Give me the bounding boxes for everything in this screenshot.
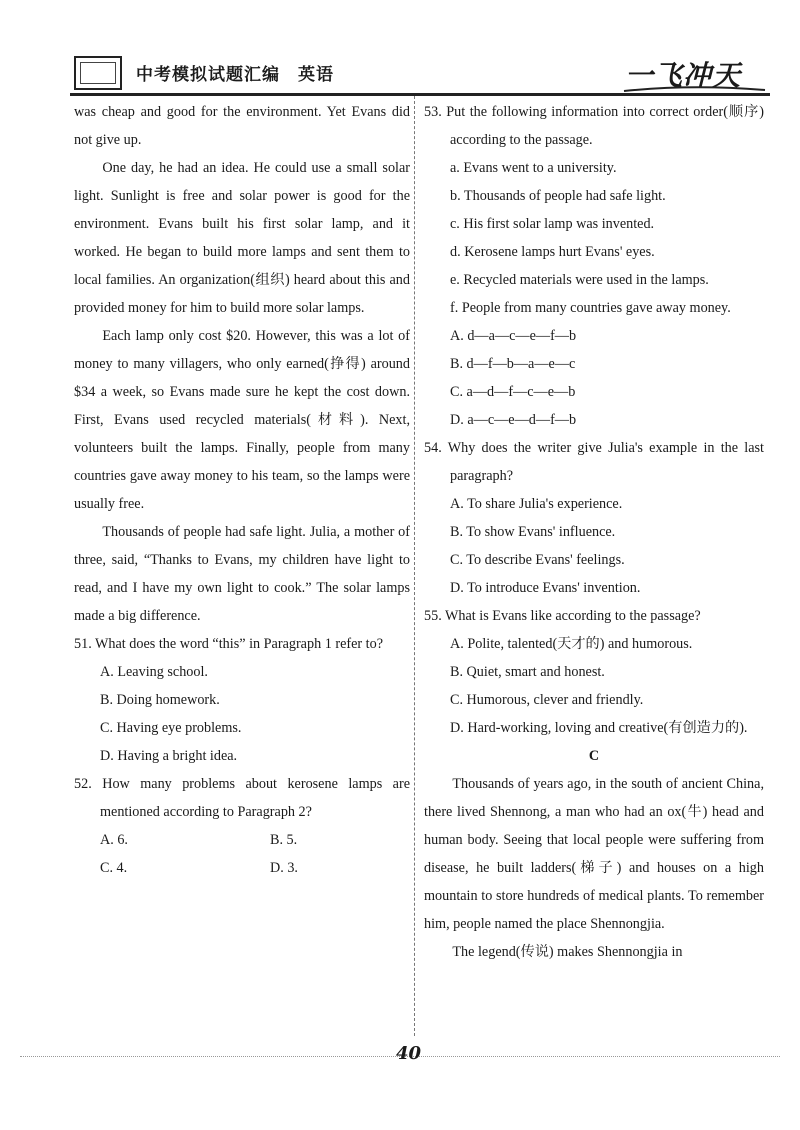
passage-paragraph: was cheap and good for the environment. Yet Evans did not give up. <box>74 104 410 148</box>
option-a[interactable]: A. Polite, talented(天才的) and humorous. <box>450 636 693 652</box>
right-column <box>424 98 764 966</box>
question-stem: 55. What is Evans like according to the passage? <box>424 608 701 624</box>
option-d[interactable]: D. 3. <box>270 860 298 876</box>
header-rule <box>70 93 770 96</box>
order-item: c. His first solar lamp was invented. <box>450 216 655 232</box>
section-heading: C <box>588 748 600 764</box>
option-a[interactable]: A. To share Julia's experience. <box>450 496 623 512</box>
order-item: e. Recycled materials were used in the lamps. <box>450 272 709 288</box>
question-51 <box>74 630 410 770</box>
option-c[interactable]: C. Having eye problems. <box>100 720 242 736</box>
option-a[interactable]: A. d—a—c—e—f—b <box>450 328 577 344</box>
option-b[interactable]: B. To show Evans' influence. <box>450 524 616 540</box>
question-53 <box>424 98 764 434</box>
option-d[interactable]: D. Having a bright idea. <box>100 748 238 764</box>
option-d[interactable]: D. To introduce Evans' invention. <box>450 580 641 596</box>
question-stem: 52. How many problems about kerosene lamps are mentioned according to Paragraph 2? <box>74 776 410 820</box>
order-item: b. Thousands of people had safe light. <box>450 188 666 204</box>
question-54 <box>424 434 764 602</box>
question-52 <box>74 770 410 882</box>
option-c[interactable]: C. Humorous, clever and friendly. <box>450 692 644 708</box>
order-item: f. People from many countries gave away money. <box>450 300 731 316</box>
question-stem: 53. Put the following information into correct order(顺序) according to the passage. <box>424 104 764 148</box>
passage-paragraph: One day, he had an idea. He could use a small solar light. Sunlight is free and solar power is good for the environment. Evans built his first solar lamp, and it worked. He began to build more lamps and sent them to local families. An organization(组织) heard about this and provided money for him to build more solar lamps. <box>74 160 410 316</box>
passage-paragraph: The legend(传说) makes Shennongjia in <box>452 944 683 960</box>
book-title: 中考模拟试题汇编 英语 <box>136 65 334 85</box>
page-number: 40 <box>396 1043 422 1064</box>
option-b[interactable]: B. Doing homework. <box>100 692 220 708</box>
question-stem: 51. What does the word “this” in Paragraph 1 refer to? <box>74 636 384 652</box>
option-c[interactable]: C. To describe Evans' feelings. <box>450 552 625 568</box>
book-logo-icon <box>74 56 122 90</box>
option-b[interactable]: B. d—f—b—a—e—c <box>450 356 576 372</box>
option-d[interactable]: D. Hard-working, loving and creative(有创造力的). <box>450 720 748 736</box>
option-b[interactable]: B. Quiet, smart and honest. <box>450 664 605 680</box>
order-item: a. Evans went to a university. <box>450 160 617 176</box>
passage-paragraph: Thousands of years ago, in the south of ancient China, there lived Shennong, a man who had an ox(牛) head and human body. Seeing that local people were suffering from disease, he built ladders(梯子) and houses on a high mountain to store hundreds of medical plants. To remember him, people named the place Shennongjia. <box>424 776 764 932</box>
brand-title: 一飞冲天 <box>625 59 742 92</box>
question-stem: 54. Why does the writer give Julia's example in the last paragraph? <box>424 440 764 484</box>
order-item: d. Kerosene lamps hurt Evans' eyes. <box>450 244 655 260</box>
page-header <box>0 0 800 100</box>
option-c[interactable]: C. 4. <box>100 860 128 876</box>
left-column <box>74 98 410 882</box>
option-a[interactable]: A. Leaving school. <box>100 664 208 680</box>
passage-paragraph: Each lamp only cost $20. However, this was a lot of money to many villagers, who only earned(挣得) around $34 a week, so Evans made sure he kept the cost down. First, Evans used recycled materials(材料). Next, volunteers built the lamps. Finally, people from many countries gave away money to his team, so the lamps were usually free. <box>74 328 410 512</box>
option-d[interactable]: D. a—c—e—d—f—b <box>450 412 577 428</box>
option-b[interactable]: B. 5. <box>270 832 298 848</box>
column-divider <box>414 96 415 1036</box>
question-55 <box>424 602 764 742</box>
option-a[interactable]: A. 6. <box>100 832 128 848</box>
passage-paragraph: Thousands of people had safe light. Julia, a mother of three, said, “Thanks to Evans, my children have light to read, and I have my own light to cook.” The solar lamps made a big difference. <box>74 524 410 624</box>
option-c[interactable]: C. a—d—f—c—e—b <box>450 384 576 400</box>
